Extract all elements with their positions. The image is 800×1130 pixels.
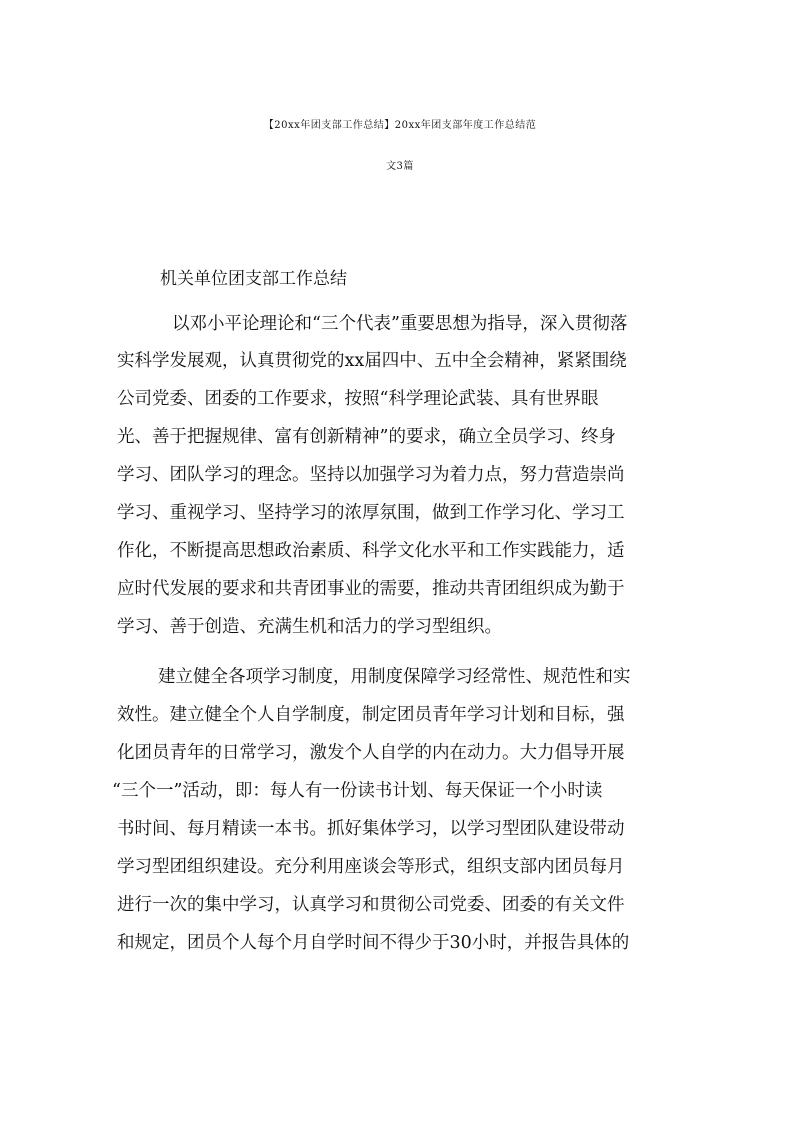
paragraph-1-line-5: 学习、团队学习的理念。坚持以加强学习为着力点，努力营造崇尚 — [117, 465, 625, 485]
document-title-line-1: 【20xx年团支部工作总结】20xx年团支部年度工作总结范 — [263, 120, 537, 131]
paragraph-2-line-6: 学习型团组织建设。充分利用座谈会等形式，组织支部内团员每月 — [117, 857, 625, 877]
paragraph-2-line-4: “三个一”活动，即：每人有一份读书计划、每天保证一个小时读 — [112, 781, 603, 801]
paragraph-2-line-8: 和规定，团员个人每个月自学时间不得少于30小时，并报告具体的 — [117, 933, 630, 953]
paragraph-2-line-1: 建立健全各项学习制度，用制度保障学习经常性、规范性和实 — [158, 667, 631, 687]
paragraph-1-line-9: 学习、善于创造、充满生机和活力的学习型组织。 — [117, 617, 502, 637]
paragraph-1-line-3: 公司党委、团委的工作要求，按照“科学理论武装、具有世界眼 — [117, 389, 599, 409]
paragraph-2-line-5: 书时间、每月精读一本书。抓好集体学习，以学习型团队建设带动 — [117, 819, 625, 839]
paragraph-2-line-3: 化团员青年的日常学习，激发个人自学的内在动力。大力倡导开展 — [117, 743, 625, 763]
paragraph-1-line-8: 应时代发展的要求和共青团事业的需要，推动共青团组织成为勤于 — [117, 579, 625, 599]
paragraph-1-line-7: 作化，不断提高思想政治素质、科学文化水平和工作实践能力，适 — [117, 541, 625, 561]
paragraph-1-line-1: 以邓小平论理论和“三个代表”重要思想为指导，深入贯彻落 — [172, 314, 628, 334]
paragraph-1-line-6: 学习、重视学习、坚持学习的浓厚氛围，做到工作学习化、学习工 — [117, 503, 625, 523]
section-subheading: 机关单位团支部工作总结 — [160, 269, 347, 289]
paragraph-2-line-2: 效性。建立健全个人自学制度，制定团员青年学习计划和目标，强 — [117, 705, 625, 725]
paragraph-2-line-7: 进行一次的集中学习，认真学习和贯彻公司党委、团委的有关文件 — [117, 895, 625, 915]
paragraph-1-line-2: 实科学发展观，认真贯彻党的xx届四中、五中全会精神，紧紧围绕 — [117, 351, 627, 371]
paragraph-1-line-4: 光、善于把握规律、富有创新精神”的要求，确立全员学习、终身 — [117, 427, 616, 447]
document-title-line-2: 文3篇 — [386, 161, 414, 172]
